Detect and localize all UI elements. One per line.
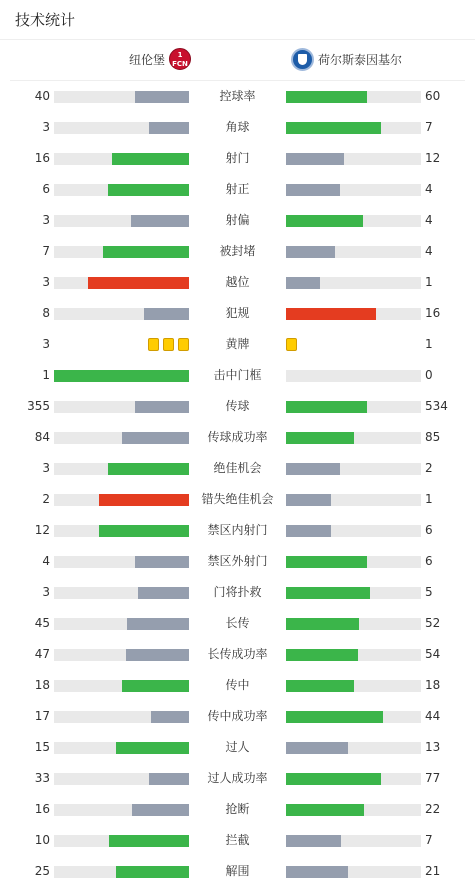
away-stat-bar	[286, 866, 421, 878]
stat-row	[0, 701, 475, 732]
home-stat-value: 16	[34, 802, 50, 816]
home-stat-bar	[54, 680, 189, 692]
away-stat-value: 7	[425, 120, 433, 134]
away-stat-bar-fill	[286, 711, 383, 723]
home-stat-bar-fill	[127, 618, 189, 630]
stat-label: 过人	[225, 740, 250, 754]
home-stat-bar	[54, 742, 189, 754]
away-stat-bar-fill	[286, 525, 331, 537]
stat-row	[0, 825, 475, 856]
away-stat-bar	[286, 494, 421, 506]
stat-row	[0, 484, 475, 515]
away-stat-bar-fill	[286, 804, 364, 816]
home-stat-value: 1	[42, 368, 50, 382]
stat-row	[0, 143, 475, 174]
home-stat-bar-fill	[135, 91, 189, 103]
home-stat-value: 45	[34, 616, 50, 630]
stat-row	[0, 608, 475, 639]
stat-row	[0, 453, 475, 484]
home-stat-bar	[54, 494, 189, 506]
away-stat-value: 54	[425, 647, 441, 661]
away-stat-bar	[286, 587, 421, 599]
stat-label: 传球	[225, 399, 250, 413]
away-stat-bar	[286, 91, 421, 103]
home-stat-value: 7	[42, 244, 50, 258]
home-stat-bar	[54, 122, 189, 134]
home-stat-bar	[54, 463, 189, 475]
away-stat-value: 16	[425, 306, 441, 320]
stat-label: 错失绝佳机会	[201, 492, 274, 506]
away-stat-value: 2	[425, 461, 433, 475]
away-stat-value: 44	[425, 709, 441, 723]
stat-label: 射门	[225, 151, 250, 165]
home-stat-bar-fill	[149, 122, 190, 134]
away-stat-value: 7	[425, 833, 433, 847]
away-stat-bar-fill	[286, 649, 358, 661]
home-stat-bar-fill	[54, 370, 189, 382]
away-stat-bar	[286, 463, 421, 475]
away-stat-bar-fill	[286, 494, 331, 506]
home-stat-value: 16	[34, 151, 50, 165]
away-stat-bar-fill	[286, 308, 376, 320]
away-stat-bar	[286, 525, 421, 537]
away-stat-value: 21	[425, 864, 441, 878]
stat-label: 角球	[225, 120, 250, 134]
away-stat-bar-fill	[286, 432, 354, 444]
yellow-card-icon	[148, 338, 159, 351]
away-team[interactable]	[291, 48, 402, 71]
home-stat-value: 33	[34, 771, 50, 785]
stat-label: 射正	[225, 182, 250, 196]
home-stat-bar	[54, 556, 189, 568]
stat-row	[0, 856, 475, 887]
home-stat-value: 10	[34, 833, 50, 847]
home-stat-bar-fill	[151, 711, 189, 723]
stat-row	[0, 391, 475, 422]
away-stat-value: 60	[425, 89, 441, 103]
away-stat-value: 1	[425, 275, 433, 289]
home-stat-bar-fill	[99, 494, 189, 506]
stat-row	[0, 577, 475, 608]
away-stat-bar	[286, 184, 421, 196]
away-stat-value: 4	[425, 213, 433, 227]
away-stat-bar-fill	[286, 91, 367, 103]
away-stat-bar-fill	[286, 866, 348, 878]
stat-label: 解围	[225, 864, 250, 878]
stat-row	[0, 329, 475, 360]
stat-label: 长传	[225, 616, 250, 630]
away-stat-bar	[286, 649, 421, 661]
home-stat-bar-fill	[103, 246, 189, 258]
home-stat-value: 2	[42, 492, 50, 506]
home-stat-value: 47	[34, 647, 50, 661]
away-stat-bar	[286, 401, 421, 413]
away-stat-value: 85	[425, 430, 441, 444]
away-stat-bar	[286, 215, 421, 227]
home-stat-value: 25	[34, 864, 50, 878]
stat-row	[0, 670, 475, 701]
home-stat-bar	[54, 246, 189, 258]
home-stat-value: 40	[34, 89, 50, 103]
home-stat-bar	[54, 587, 189, 599]
home-team[interactable]	[129, 48, 191, 70]
away-stat-bar-fill	[286, 277, 320, 289]
away-stat-bar	[286, 804, 421, 816]
stat-row	[0, 174, 475, 205]
stat-row	[0, 298, 475, 329]
home-stat-bar	[54, 184, 189, 196]
home-stat-bar-fill	[88, 277, 189, 289]
stat-row	[0, 205, 475, 236]
home-stat-bar	[54, 649, 189, 661]
away-team-logo-icon	[291, 48, 314, 71]
stat-row	[0, 732, 475, 763]
stat-label: 控球率	[219, 89, 256, 103]
stat-label: 门将扑救	[213, 585, 262, 599]
away-stat-value: 0	[425, 368, 433, 382]
away-stat-bar-fill	[286, 153, 344, 165]
away-stat-bar	[286, 122, 421, 134]
home-team-logo-icon: 1 FCN	[169, 48, 191, 70]
home-stat-bar-fill	[131, 215, 189, 227]
away-stat-bar-fill	[286, 246, 335, 258]
away-stat-bar-fill	[286, 742, 348, 754]
away-stat-value: 1	[425, 492, 433, 506]
stat-label: 犯规	[225, 306, 250, 320]
home-stat-value: 84	[34, 430, 50, 444]
away-stat-bar	[286, 370, 421, 382]
away-stat-bar	[286, 246, 421, 258]
home-stat-value: 17	[34, 709, 50, 723]
stat-label: 禁区内射门	[207, 523, 268, 537]
away-stat-value: 52	[425, 616, 441, 630]
away-stat-value: 12	[425, 151, 441, 165]
yellow-card-icon	[178, 338, 189, 351]
home-stat-bar-fill	[108, 184, 189, 196]
stat-label: 传中成功率	[207, 709, 268, 723]
away-stat-value: 77	[425, 771, 441, 785]
home-stat-value: 15	[34, 740, 50, 754]
away-stat-bar	[286, 556, 421, 568]
away-stat-bar-fill	[286, 184, 340, 196]
home-stat-value: 355	[27, 399, 50, 413]
home-stat-value: 3	[42, 585, 50, 599]
stat-row	[0, 236, 475, 267]
stat-label: 被封堵	[219, 244, 256, 258]
home-stat-value: 3	[42, 337, 50, 351]
away-stat-value: 4	[425, 244, 433, 258]
home-stat-bar-fill	[132, 804, 189, 816]
away-stat-bar-fill	[286, 215, 363, 227]
stat-row	[0, 515, 475, 546]
teams-header	[10, 40, 465, 81]
away-team-name: 荷尔斯泰因基尔	[318, 53, 403, 67]
stat-row	[0, 763, 475, 794]
away-stat-bar	[286, 711, 421, 723]
stat-label: 绝佳机会	[213, 461, 262, 475]
home-stat-value: 18	[34, 678, 50, 692]
home-stat-bar-fill	[122, 432, 190, 444]
home-stat-bar-fill	[138, 587, 189, 599]
stat-label: 射偏	[225, 213, 250, 227]
away-stat-value: 5	[425, 585, 433, 599]
away-stat-bar	[286, 308, 421, 320]
home-stat-bar	[54, 401, 189, 413]
home-stat-bar	[54, 308, 189, 320]
stat-label: 越位	[225, 275, 250, 289]
home-stat-bar	[54, 773, 189, 785]
home-stat-bar	[54, 835, 189, 847]
away-yellow-cards	[286, 338, 301, 351]
home-stat-bar-fill	[112, 153, 189, 165]
stat-row	[0, 112, 475, 143]
home-stat-value: 6	[42, 182, 50, 196]
away-stat-bar-fill	[286, 773, 381, 785]
home-stat-bar-fill	[135, 401, 189, 413]
away-stat-value: 6	[425, 554, 433, 568]
home-stat-bar-fill	[149, 773, 190, 785]
home-stat-value: 3	[42, 275, 50, 289]
stat-row	[0, 360, 475, 391]
stat-label: 拦截	[225, 833, 250, 847]
away-stat-value: 1	[425, 337, 433, 351]
stat-row	[0, 422, 475, 453]
home-stat-bar	[54, 804, 189, 816]
home-stat-bar	[54, 91, 189, 103]
away-stat-value: 534	[425, 399, 448, 413]
home-stat-bar-fill	[108, 463, 189, 475]
home-stat-value: 3	[42, 213, 50, 227]
stat-label: 击中门框	[213, 368, 262, 382]
yellow-card-icon	[163, 338, 174, 351]
stat-label: 禁区外射门	[207, 554, 268, 568]
home-stat-bar	[54, 711, 189, 723]
away-stat-bar-fill	[286, 463, 340, 475]
away-stat-bar	[286, 742, 421, 754]
away-stat-bar-fill	[286, 401, 367, 413]
home-stat-value: 4	[42, 554, 50, 568]
stat-label: 长传成功率	[207, 647, 268, 661]
stat-label: 抢断	[225, 802, 250, 816]
home-stat-bar	[54, 215, 189, 227]
stat-row	[0, 639, 475, 670]
home-stat-bar-fill	[122, 680, 190, 692]
home-stat-value: 3	[42, 461, 50, 475]
away-stat-bar-fill	[286, 835, 341, 847]
away-stat-bar	[286, 618, 421, 630]
home-stat-bar	[54, 432, 189, 444]
home-stat-bar	[54, 277, 189, 289]
away-stat-bar-fill	[286, 122, 381, 134]
home-stat-bar	[54, 153, 189, 165]
away-stat-bar	[286, 153, 421, 165]
home-stat-bar-fill	[116, 742, 189, 754]
home-stat-bar-fill	[126, 649, 189, 661]
yellow-card-icon	[286, 338, 297, 351]
away-stat-bar-fill	[286, 556, 367, 568]
stat-label: 黄牌	[225, 337, 250, 351]
stat-row	[0, 81, 475, 112]
away-stat-bar	[286, 835, 421, 847]
away-stat-value: 13	[425, 740, 441, 754]
home-stat-bar-fill	[116, 866, 189, 878]
away-stat-value: 22	[425, 802, 441, 816]
home-stat-bar-fill	[144, 308, 189, 320]
away-stat-bar-fill	[286, 618, 359, 630]
stats-list	[0, 81, 475, 887]
home-stat-bar	[54, 618, 189, 630]
away-stat-bar-fill	[286, 680, 354, 692]
away-stat-bar	[286, 277, 421, 289]
home-stat-bar-fill	[135, 556, 189, 568]
stat-label: 传球成功率	[207, 430, 268, 444]
home-stat-bar	[54, 525, 189, 537]
home-stat-value: 3	[42, 120, 50, 134]
away-stat-value: 6	[425, 523, 433, 537]
home-stat-bar-fill	[99, 525, 189, 537]
stat-row	[0, 267, 475, 298]
away-stat-bar	[286, 432, 421, 444]
stat-row	[0, 546, 475, 577]
home-stat-bar	[54, 370, 189, 382]
home-stat-value: 8	[42, 306, 50, 320]
page-title: 技术统计	[0, 0, 475, 40]
home-stat-bar-fill	[109, 835, 189, 847]
home-team-name: 纽伦堡	[128, 52, 165, 67]
away-stat-value: 4	[425, 182, 433, 196]
stat-label: 传中	[225, 678, 250, 692]
stat-label: 过人成功率	[207, 771, 268, 785]
stat-row	[0, 794, 475, 825]
away-stat-bar-fill	[286, 587, 370, 599]
away-stat-bar	[286, 773, 421, 785]
away-stat-bar	[286, 680, 421, 692]
home-stat-bar	[54, 866, 189, 878]
home-stat-value: 12	[34, 523, 50, 537]
home-yellow-cards	[144, 338, 189, 351]
away-stat-value: 18	[425, 678, 441, 692]
